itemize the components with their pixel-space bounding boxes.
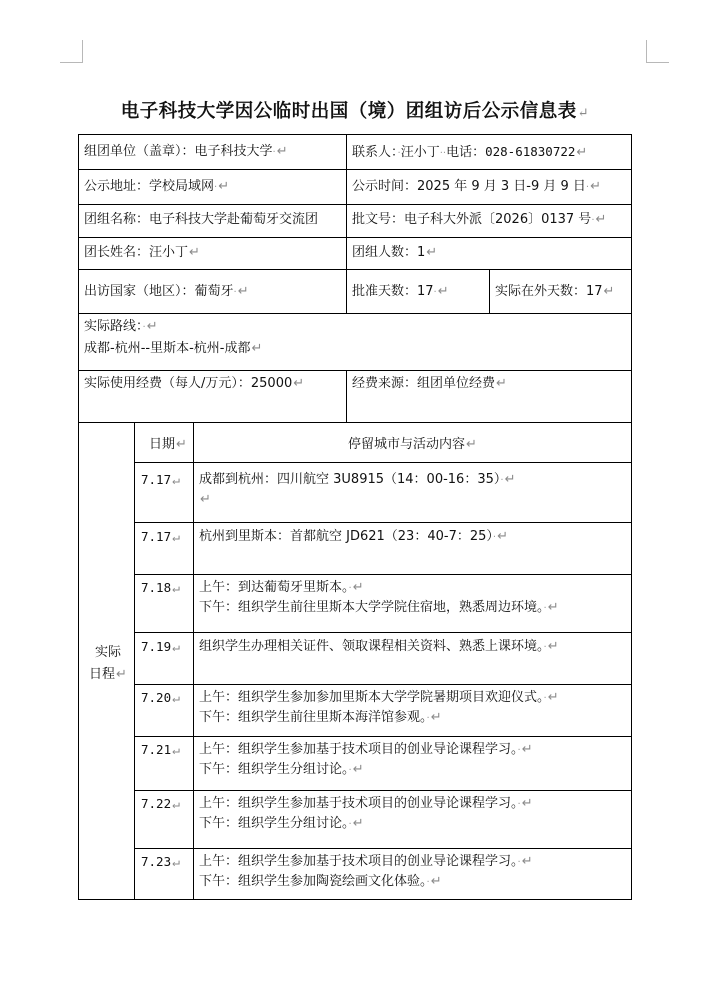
schedule-date: 7.21↵	[141, 742, 180, 758]
notice-time-text: 公示时间：2025 年 9 月 3 日-9 月 9 日	[352, 179, 586, 194]
expense-text: 实际使用经费（每人/万元）：25000	[84, 376, 293, 391]
schedule-content: 组织学生办理相关证件、领取课程相关资料、熟悉上课环境。·↵	[199, 639, 559, 654]
schedule-date: 7.19↵	[141, 639, 180, 655]
date-header: 日期↵	[149, 437, 187, 452]
actual-days-text: 实际在外天数：17	[495, 284, 603, 299]
schedule-content: 下午：组织学生分组讨论。·↵	[199, 762, 364, 777]
schedule-content: 下午：组织学生分组讨论。·↵	[199, 816, 364, 831]
notice-time-cell: 公示时间：2025 年 9 月 3 日-9 月 9 日·↵	[352, 179, 602, 194]
expense-cell: 实际使用经费（每人/万元）：25000↵	[84, 376, 305, 391]
row-divider	[78, 313, 632, 314]
column-divider	[193, 422, 194, 900]
leader-cell: 团长姓名：汪小丁↵	[84, 245, 200, 260]
schedule-date: 7.17↵	[141, 472, 180, 488]
funding-source-text: 经费来源：组团单位经费	[352, 376, 496, 391]
leader-text: 团长姓名：汪小丁	[84, 245, 189, 260]
schedule-date: 7.20↵	[141, 690, 180, 706]
funding-source-cell: 经费来源：组团单位经费↵	[352, 376, 507, 391]
row-divider	[134, 848, 632, 849]
group-name-text: 团组名称：电子科技大学赴葡萄牙交流团	[84, 212, 319, 227]
row-divider	[78, 169, 632, 170]
schedule-side-label-2: 日程↵	[89, 667, 127, 682]
paragraph-mark-icon: ↵	[577, 106, 590, 121]
schedule-date: 7.17↵	[141, 529, 180, 545]
schedule-content: 上午：组织学生参加基于技术项目的创业导论课程学习。·↵	[199, 796, 533, 811]
country-text: 出访国家（地区）：葡萄牙	[84, 284, 234, 299]
schedule-content: 上午：到达葡萄牙里斯本。·↵	[199, 580, 364, 595]
schedule-date: 7.22↵	[141, 796, 180, 812]
column-divider	[346, 370, 347, 422]
row-divider	[134, 684, 632, 685]
content-header-text: 停留城市与活动内容	[348, 437, 466, 452]
phone-number: 028-61830722	[485, 144, 576, 159]
schedule-side-label-1: 实际	[94, 645, 121, 660]
content-header: 停留城市与活动内容↵	[348, 437, 477, 452]
contact-name: 汪小丁	[400, 145, 440, 160]
column-divider	[346, 134, 347, 313]
phone-label: 电话：	[446, 145, 486, 160]
schedule-date: 7.23↵	[141, 854, 180, 870]
approval-text: 批文号：电子科大外派〔2026〕0137 号	[352, 212, 592, 227]
page-title	[0, 97, 710, 123]
column-divider	[489, 269, 490, 313]
schedule-content: 上午：组织学生参加基于技术项目的创业导论课程学习。·↵	[199, 742, 533, 757]
members-cell: 团组人数：1↵	[352, 245, 438, 260]
column-divider	[134, 422, 135, 900]
page-title-text: 电子科技大学因公临时出国（境）团组访后公示信息表	[120, 101, 577, 122]
contact-cell: 联系人：·汪小丁··电话：028-61830722↵	[352, 144, 588, 160]
row-divider	[78, 204, 632, 205]
row-divider	[134, 632, 632, 633]
row-divider	[134, 462, 632, 463]
address-cell: 公示地址：学校局域网·↵	[84, 179, 230, 194]
page-corner-mark-left	[60, 40, 83, 63]
actual-days-cell: 实际在外天数：17↵	[495, 284, 615, 299]
row-divider	[78, 237, 632, 238]
schedule-side-label	[84, 642, 132, 686]
row-divider	[134, 736, 632, 737]
row-divider	[134, 522, 632, 523]
route-value-cell: 成都-杭州--里斯本-杭州-成都↵	[84, 341, 263, 356]
group-name-cell	[84, 209, 344, 231]
organizer-text: 组团单位（盖章）：电子科技大学	[84, 144, 273, 159]
approved-days-cell: 批准天数：17·↵	[352, 284, 449, 299]
page-corner-mark-right	[646, 40, 669, 63]
approval-cell: 批文号：电子科大外派〔2026〕0137 号·↵	[352, 212, 607, 227]
approved-days-text: 批准天数：17	[352, 284, 434, 299]
organizer-cell: 组团单位（盖章）：电子科技大学·↵	[84, 144, 288, 159]
address-text: 公示地址：学校局域网	[84, 179, 215, 194]
schedule-content: 下午：组织学生前往里斯本海洋馆参观。·↵	[199, 710, 442, 725]
row-divider	[134, 574, 632, 575]
route-label: 实际路线：	[84, 319, 143, 334]
members-text: 团组人数：1	[352, 245, 426, 260]
row-divider	[134, 790, 632, 791]
date-header-text: 日期	[149, 437, 176, 452]
row-divider	[78, 370, 632, 371]
route-label-cell: 实际路线：·↵	[84, 319, 158, 334]
row-divider	[78, 269, 632, 270]
schedule-content: 上午：组织学生参加基于技术项目的创业导论课程学习。·↵	[199, 854, 533, 869]
schedule-content: 下午：组织学生参加陶瓷绘画文化体验。·↵	[199, 874, 442, 889]
schedule-content-empty-line: ↵	[200, 492, 211, 507]
schedule-content: 成都到杭州：四川航空 3U8915（14：00-16：35）·↵	[199, 472, 516, 487]
schedule-date: 7.18↵	[141, 580, 180, 596]
contact-label: 联系人：	[352, 145, 398, 160]
schedule-content: 下午：组织学生前往里斯本大学学院住宿地，熟悉周边环境。·↵	[199, 600, 559, 615]
schedule-content: 上午：组织学生参加参加里斯本大学学院暑期项目欢迎仪式。·↵	[199, 690, 559, 705]
row-divider	[78, 422, 632, 423]
country-cell: 出访国家（地区）：葡萄牙·↵	[84, 284, 249, 299]
schedule-content: 杭州到里斯本：首都航空 JD621（23：40-7：25）·↵	[199, 529, 508, 544]
route-value: 成都-杭州--里斯本-杭州-成都	[84, 341, 251, 356]
